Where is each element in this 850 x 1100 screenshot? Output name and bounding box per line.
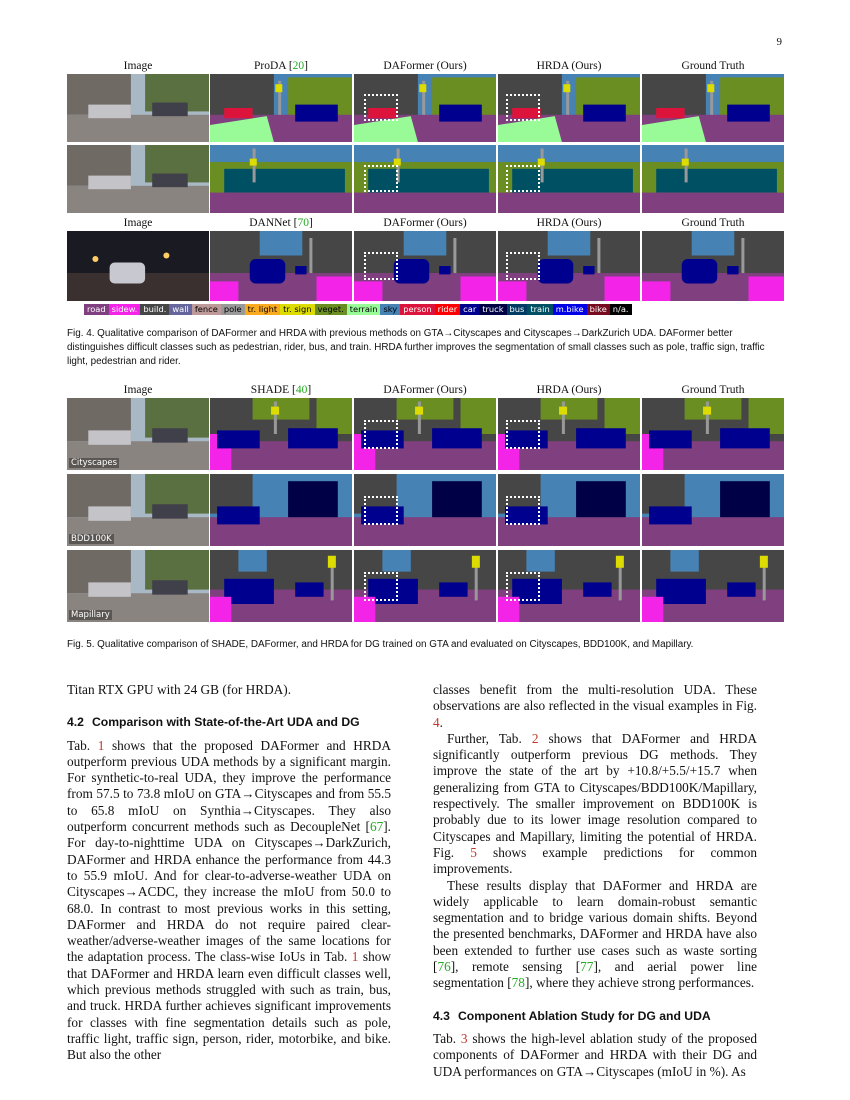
rp4-text: Tab.	[433, 1030, 461, 1046]
left-ref-link[interactable]: 1	[351, 949, 359, 965]
fig4-segmentation-map	[498, 145, 640, 213]
figure-5-caption: Fig. 5. Qualitative comparison of SHADE, DAFormer, and HRDA for DG trained on GTA and evaluated on Cityscapes, BDD100K, and Mapillary.	[67, 639, 694, 650]
highlight-box	[506, 252, 540, 280]
fig4-input-image	[67, 231, 209, 301]
fig4-row1-header-3: HRDA (Ours)	[536, 60, 602, 72]
fig4-segmentation-map	[498, 74, 640, 142]
left-ref-link[interactable]: 1	[97, 737, 105, 753]
section-number: 4.2	[67, 715, 84, 730]
rp2-text: shows that DAFormer and HRDA significantly outperform previous DG methods. They improve the state of the art by +10.8/+5.5/+15.7 when generalizing from GTA to Cityscapes/BDD100K/Mapillary, respectively. The smaller improvement on BDD100K is probably due to its lower image resolution compared to Cityscapes and Mapillary, limiting the potential of HRDA. Fig.	[433, 730, 757, 860]
fig4-row2-header-3: HRDA (Ours)	[536, 217, 602, 229]
fig5-segmentation-map	[210, 550, 352, 622]
fig4-segmentation-map	[210, 74, 352, 142]
right-paragraph-2	[433, 731, 757, 878]
right-paragraph-4	[433, 1031, 757, 1080]
legend-item-4: fence	[192, 304, 221, 315]
section-4-2-heading	[67, 714, 391, 730]
legend-item-16: train	[527, 304, 552, 315]
legend-item-13: car	[460, 304, 479, 315]
fig5-segmentation-map	[354, 550, 496, 622]
highlight-box	[506, 420, 540, 449]
rp3-text: ], and aerial power line segmentation [	[433, 959, 757, 991]
class-legend	[84, 304, 632, 315]
section-title: Component Ablation Study for DG and UDA	[457, 1008, 711, 1023]
fig4-row2-header-2: DAFormer (Ours)	[383, 217, 467, 229]
fig5-segmentation-map	[354, 398, 496, 470]
legend-item-2: build.	[140, 304, 169, 315]
highlight-box	[506, 572, 540, 601]
left-citation-link[interactable]: 67	[369, 819, 384, 835]
highlight-box	[364, 165, 398, 192]
legend-item-15: bus	[507, 304, 528, 315]
legend-item-9: terrain	[347, 304, 381, 315]
fig4-row2-header-4: Ground Truth	[681, 217, 745, 229]
fig5-segmentation-map	[498, 550, 640, 622]
rp3-text: These results display that DAFormer and HRDA are widely applicable to learn domain-robust semantic segmentation and to bridge various domain shifts. Beyond the presented benchmarks, DAFormer and HRDA have also been extended to further use cases such as waste sorting [	[433, 877, 757, 975]
rp4-ref-link[interactable]: 3	[460, 1030, 468, 1046]
highlight-box	[364, 572, 398, 601]
rp3-text: ], remote sensing [	[450, 959, 581, 975]
fig5-segmentation-map	[642, 398, 784, 470]
rp3-text: ], where they achieve strong performances.	[524, 975, 755, 991]
legend-item-11: person	[400, 304, 434, 315]
section-number: 4.3	[433, 1008, 450, 1023]
fig5-segmentation-map	[210, 398, 352, 470]
legend-item-12: rider	[435, 304, 461, 315]
rp2-ref-link[interactable]: 2	[531, 730, 539, 746]
legend-item-14: truck	[479, 304, 506, 315]
legend-item-7: tr. sign	[280, 304, 314, 315]
left-column	[67, 682, 391, 1064]
fig4-row2-header-1: DANNet [70]	[249, 217, 313, 229]
rp4-text: shows the high-level ablation study of the proposed components of DAFormer and HRDA with their DG and UDA performances on GTA→Cityscapes (mIoU in %). As	[433, 1030, 757, 1079]
fig5-segmentation-map	[642, 474, 784, 546]
fig4-input-image	[67, 145, 209, 213]
fig5-segmentation-map	[354, 474, 496, 546]
fig5-segmentation-map	[498, 474, 640, 546]
rp2-ref-link[interactable]: 5	[470, 844, 477, 860]
highlight-box	[364, 420, 398, 449]
fig5-header-1: SHADE [40]	[250, 384, 312, 396]
fig4-segmentation-map	[210, 231, 352, 301]
dataset-label: BDD100K	[71, 534, 112, 544]
fig5-segmentation-map	[498, 398, 640, 470]
fig4-segmentation-map	[642, 231, 784, 301]
fig4-row1-header-0: Image	[123, 60, 153, 72]
fig4-segmentation-map	[642, 74, 784, 142]
right-paragraph-1	[433, 682, 757, 731]
rp1-ref-link[interactable]: 4	[433, 714, 440, 730]
rp1-text: .	[439, 714, 443, 730]
legend-item-0: road	[84, 304, 109, 315]
rp2-text: shows example predictions for common improvements.	[433, 844, 758, 877]
fig4-input-image	[67, 74, 209, 142]
right-column	[433, 682, 757, 1080]
rp2-text: Further, Tab.	[447, 730, 532, 746]
right-paragraph-3	[433, 878, 757, 992]
dataset-label: Cityscapes	[71, 458, 118, 468]
fig4-row2-header-0: Image	[123, 217, 153, 229]
rp1-text: classes benefit from the multi-resolution UDA. These observations are also reflected in the visual examples in Fig.	[433, 682, 757, 714]
section-title: Comparison with State-of-the-Art UDA and DG	[91, 715, 360, 730]
left-text: shows that the proposed DAFormer and HRDA outperform previous UDA methods by a significant margin. For synthetic-to-real UDA, they improve the performance from 57.5 to 73.8 mIoU on GTA→Cityscapes and from 55.5 to 65.8 mIoU on Synthia→Cityscapes. They also outperform concurrent methods such as DecoupleNet [	[67, 737, 391, 835]
fig4-row1-header-4: Ground Truth	[681, 60, 745, 72]
highlight-box	[364, 94, 398, 121]
legend-item-17: m.bike	[553, 304, 587, 315]
fig4-segmentation-map	[354, 231, 496, 301]
highlight-box	[506, 165, 540, 192]
fig5-input-image	[67, 474, 209, 546]
legend-item-19: n/a.	[610, 304, 632, 315]
highlight-box	[364, 252, 398, 280]
fig4-segmentation-map	[642, 145, 784, 213]
left-paragraph	[67, 738, 391, 1064]
fig5-input-image	[67, 398, 209, 470]
highlight-box	[364, 496, 398, 525]
fig5-segmentation-map	[210, 474, 352, 546]
fig5-input-image	[67, 550, 209, 622]
fig5-header-2: DAFormer (Ours)	[383, 384, 467, 396]
rp3-citation-link[interactable]: 76	[437, 959, 451, 975]
fig5-header-4: Ground Truth	[681, 384, 745, 396]
legend-item-3: wall	[169, 304, 191, 315]
fig4-row1-header-1: ProDA [20]	[254, 60, 308, 72]
left-line1: Titan RTX GPU with 24 GB (for HRDA).	[67, 682, 292, 697]
legend-item-5: pole	[221, 304, 245, 315]
highlight-box	[506, 496, 540, 525]
legend-item-18: bike	[587, 304, 610, 315]
figure-4-caption: Fig. 4. Qualitative comparison of DAFormer and HRDA with previous methods on GTA→Cityscapes and Cityscapes→DarkZurich UDA. DAFormer better distinguishes difficult classes such as pedestrian, rider, bus, and train. HRDA further improves the segmentation of small classes such as pole, traffic sign, traffic light, pedestrian and rider.	[67, 328, 765, 367]
fig4-segmentation-map	[354, 74, 496, 142]
legend-item-1: sidew.	[109, 304, 141, 315]
fig4-segmentation-map	[498, 231, 640, 301]
rp3-citation-link[interactable]: 77	[580, 959, 594, 975]
highlight-box	[506, 94, 540, 121]
legend-item-10: sky	[380, 304, 400, 315]
section-4-3-heading	[433, 1008, 757, 1024]
fig4-segmentation-map	[354, 145, 496, 213]
left-text: ]. For day-to-nighttime UDA on Cityscapes→DarkZurich, DAFormer and HRDA enhance the performance from 44.3 to 55.9 mIoU. And for clear-to-adverse-weather UDA on Cityscapes→ACDC, they increase the mIoU from 50.0 to 68.0. In contrast to most previous works in this setting, DAFormer and HRDA do not require paired clear-weather/adverse-weather images of the same locations for the adaptation process. The class-wise IoUs in Tab.	[67, 819, 391, 965]
left-text: show that DAFormer and HRDA learn even difficult classes well, which previous methods struggled with such as train, bus, and truck. HRDA further achieves significant improvements for classes with fine segmentation details such as pole, traffic light, traffic sign, person, rider, motorbike, and bike. But also the other	[67, 949, 391, 1063]
fig4-segmentation-map	[210, 145, 352, 213]
dataset-label: Mapillary	[71, 610, 110, 620]
rp3-citation-link[interactable]: 78	[511, 975, 525, 991]
page-number: 9	[776, 36, 782, 48]
fig5-header-0: Image	[123, 384, 153, 396]
legend-item-6: tr. light	[245, 304, 281, 315]
left-text: Tab.	[67, 737, 98, 753]
fig5-segmentation-map	[642, 550, 784, 622]
legend-item-8: veget.	[315, 304, 347, 315]
fig4-row1-header-2: DAFormer (Ours)	[383, 60, 467, 72]
fig5-header-3: HRDA (Ours)	[536, 384, 602, 396]
